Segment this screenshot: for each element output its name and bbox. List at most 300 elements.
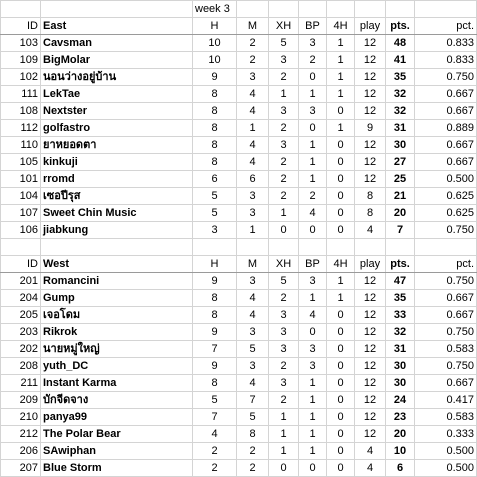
stat-pct[interactable]: 0.417	[415, 392, 477, 409]
stat-pct[interactable]: 0.833	[415, 35, 477, 52]
player-name[interactable]: kinkuji	[41, 154, 193, 171]
stat-bp[interactable]: 3	[299, 358, 327, 375]
stat-pct[interactable]: 0.889	[415, 120, 477, 137]
stat-bp[interactable]: 3	[299, 35, 327, 52]
stat-pct[interactable]: 0.667	[415, 86, 477, 103]
empty-cell[interactable]	[355, 1, 386, 18]
column-header-xh[interactable]: XH	[269, 256, 299, 273]
column-header-pct[interactable]: pct.	[415, 18, 477, 35]
stat-h4[interactable]: 0	[327, 358, 355, 375]
stat-h[interactable]: 8	[193, 137, 237, 154]
player-name[interactable]: เซอปีรุส	[41, 188, 193, 205]
stat-xh[interactable]: 3	[269, 307, 299, 324]
stat-h[interactable]: 8	[193, 154, 237, 171]
empty-cell[interactable]	[1, 239, 41, 256]
stat-pts[interactable]: 30	[386, 375, 415, 392]
stat-h4[interactable]: 0	[327, 341, 355, 358]
stat-play[interactable]: 12	[355, 171, 386, 188]
empty-cell[interactable]	[269, 1, 299, 18]
player-name[interactable]: ยาหยอดตา	[41, 137, 193, 154]
stat-play[interactable]: 12	[355, 290, 386, 307]
empty-cell[interactable]	[299, 239, 327, 256]
stat-play[interactable]: 12	[355, 35, 386, 52]
stat-h[interactable]: 6	[193, 171, 237, 188]
stat-pct[interactable]: 0.500	[415, 171, 477, 188]
stat-pts[interactable]: 7	[386, 222, 415, 239]
stat-play[interactable]: 12	[355, 324, 386, 341]
stat-pct[interactable]: 0.333	[415, 426, 477, 443]
player-id[interactable]: 103	[1, 35, 41, 52]
player-name[interactable]: บักจีดจาง	[41, 392, 193, 409]
stat-play[interactable]: 12	[355, 154, 386, 171]
stat-xh[interactable]: 2	[269, 358, 299, 375]
stat-bp[interactable]: 0	[299, 120, 327, 137]
stat-bp[interactable]: 3	[299, 103, 327, 120]
player-id[interactable]: 207	[1, 460, 41, 477]
stat-bp[interactable]: 0	[299, 324, 327, 341]
stat-bp[interactable]: 1	[299, 375, 327, 392]
stat-xh[interactable]: 3	[269, 137, 299, 154]
stat-bp[interactable]: 4	[299, 205, 327, 222]
table-row	[1, 171, 477, 188]
stat-pts[interactable]: 27	[386, 154, 415, 171]
table-row	[1, 154, 477, 171]
stat-play[interactable]: 12	[355, 137, 386, 154]
stat-m[interactable]: 2	[237, 35, 269, 52]
player-name[interactable]: นายหมู่ใหญ่	[41, 341, 193, 358]
stat-h4[interactable]: 1	[327, 52, 355, 69]
stat-xh[interactable]: 5	[269, 273, 299, 290]
player-name[interactable]: Sweet Chin Music	[41, 205, 193, 222]
stat-bp[interactable]: 2	[299, 52, 327, 69]
empty-cell[interactable]	[327, 1, 355, 18]
stat-pts[interactable]: 31	[386, 120, 415, 137]
stat-pct[interactable]: 0.667	[415, 103, 477, 120]
stat-pts[interactable]: 24	[386, 392, 415, 409]
column-header-id[interactable]: ID	[1, 256, 41, 273]
column-header-m[interactable]: M	[237, 256, 269, 273]
empty-cell[interactable]	[1, 1, 41, 18]
player-id[interactable]: 109	[1, 52, 41, 69]
player-id[interactable]: 212	[1, 426, 41, 443]
player-id[interactable]: 102	[1, 69, 41, 86]
stat-pts[interactable]: 30	[386, 137, 415, 154]
stat-bp[interactable]: 1	[299, 171, 327, 188]
player-id[interactable]: 106	[1, 222, 41, 239]
stat-h4[interactable]: 1	[327, 290, 355, 307]
empty-cell[interactable]	[415, 1, 477, 18]
stat-bp[interactable]: 3	[299, 341, 327, 358]
stat-pct[interactable]: 0.667	[415, 154, 477, 171]
table-row	[1, 290, 477, 307]
stat-play[interactable]: 12	[355, 375, 386, 392]
stat-pts[interactable]: 25	[386, 171, 415, 188]
stat-pts[interactable]: 47	[386, 273, 415, 290]
stat-h[interactable]: 8	[193, 86, 237, 103]
stat-play[interactable]: 12	[355, 103, 386, 120]
table-row	[1, 392, 477, 409]
table-row	[1, 35, 477, 52]
west-header-row	[1, 256, 477, 273]
stat-play[interactable]: 12	[355, 52, 386, 69]
stat-m[interactable]: 5	[237, 341, 269, 358]
stat-play[interactable]: 4	[355, 460, 386, 477]
column-header-pts[interactable]: pts.	[386, 18, 415, 35]
player-id[interactable]: 210	[1, 409, 41, 426]
stat-play[interactable]: 12	[355, 341, 386, 358]
stat-h[interactable]: 4	[193, 426, 237, 443]
stat-play[interactable]: 12	[355, 86, 386, 103]
stat-h4[interactable]: 1	[327, 35, 355, 52]
stat-h4[interactable]: 0	[327, 171, 355, 188]
stat-play[interactable]: 12	[355, 358, 386, 375]
empty-cell[interactable]	[327, 239, 355, 256]
player-name[interactable]: Cavsman	[41, 35, 193, 52]
stat-h4[interactable]: 1	[327, 86, 355, 103]
column-header-4h[interactable]: 4H	[327, 18, 355, 35]
stat-pts[interactable]: 31	[386, 341, 415, 358]
stat-xh[interactable]: 2	[269, 171, 299, 188]
empty-cell[interactable]	[415, 239, 477, 256]
stat-bp[interactable]: 1	[299, 392, 327, 409]
stat-bp[interactable]: 0	[299, 460, 327, 477]
stat-xh[interactable]: 3	[269, 341, 299, 358]
stat-m[interactable]: 4	[237, 154, 269, 171]
stat-xh[interactable]: 3	[269, 375, 299, 392]
empty-cell[interactable]	[193, 239, 237, 256]
stat-m[interactable]: 6	[237, 171, 269, 188]
stat-play[interactable]: 12	[355, 409, 386, 426]
week-row	[1, 1, 477, 18]
stat-h4[interactable]: 0	[327, 324, 355, 341]
player-id[interactable]: 111	[1, 86, 41, 103]
stat-h4[interactable]: 0	[327, 137, 355, 154]
stat-xh[interactable]: 5	[269, 35, 299, 52]
stat-h[interactable]: 9	[193, 324, 237, 341]
stat-xh[interactable]: 2	[269, 120, 299, 137]
stat-xh[interactable]: 1	[269, 426, 299, 443]
stat-pts[interactable]: 35	[386, 290, 415, 307]
stat-pct[interactable]: 0.625	[415, 205, 477, 222]
stat-h[interactable]: 7	[193, 341, 237, 358]
stat-m[interactable]: 3	[237, 205, 269, 222]
stat-xh[interactable]: 3	[269, 52, 299, 69]
player-id[interactable]: 201	[1, 273, 41, 290]
stat-h4[interactable]: 0	[327, 307, 355, 324]
stat-h[interactable]: 9	[193, 273, 237, 290]
stat-pts[interactable]: 32	[386, 324, 415, 341]
stat-m[interactable]: 4	[237, 290, 269, 307]
stat-bp[interactable]: 1	[299, 86, 327, 103]
stat-h[interactable]: 7	[193, 409, 237, 426]
stat-h4[interactable]: 0	[327, 375, 355, 392]
stat-m[interactable]: 4	[237, 86, 269, 103]
stat-bp[interactable]: 1	[299, 290, 327, 307]
empty-cell[interactable]	[237, 239, 269, 256]
stat-m[interactable]: 2	[237, 460, 269, 477]
stat-pts[interactable]: 35	[386, 69, 415, 86]
table-row	[1, 103, 477, 120]
stat-pct[interactable]: 0.750	[415, 324, 477, 341]
stat-pct[interactable]: 0.750	[415, 358, 477, 375]
player-id[interactable]: 205	[1, 307, 41, 324]
stat-xh[interactable]: 0	[269, 222, 299, 239]
player-id[interactable]: 104	[1, 188, 41, 205]
table-row	[1, 69, 477, 86]
stat-xh[interactable]: 3	[269, 103, 299, 120]
stat-m[interactable]: 1	[237, 120, 269, 137]
stat-h4[interactable]: 1	[327, 273, 355, 290]
empty-cell[interactable]	[299, 1, 327, 18]
player-name[interactable]: Blue Storm	[41, 460, 193, 477]
player-id[interactable]: 202	[1, 341, 41, 358]
player-id[interactable]: 101	[1, 171, 41, 188]
stat-m[interactable]: 5	[237, 409, 269, 426]
stat-play[interactable]: 4	[355, 443, 386, 460]
stat-bp[interactable]: 1	[299, 443, 327, 460]
stat-m[interactable]: 3	[237, 273, 269, 290]
stat-pct[interactable]: 0.667	[415, 290, 477, 307]
stat-h4[interactable]: 0	[327, 154, 355, 171]
player-name[interactable]: yuth_DC	[41, 358, 193, 375]
stat-pct[interactable]: 0.750	[415, 222, 477, 239]
player-name[interactable]: Instant Karma	[41, 375, 193, 392]
stat-m[interactable]: 4	[237, 137, 269, 154]
stat-xh[interactable]: 2	[269, 290, 299, 307]
player-name[interactable]: Gump	[41, 290, 193, 307]
player-id[interactable]: 208	[1, 358, 41, 375]
player-name[interactable]: นอนว่างอยู่บ้าน	[41, 69, 193, 86]
stat-pct[interactable]: 0.583	[415, 409, 477, 426]
empty-cell[interactable]	[355, 239, 386, 256]
stat-play[interactable]: 12	[355, 392, 386, 409]
stat-play[interactable]: 12	[355, 69, 386, 86]
sheet-body	[1, 1, 477, 477]
east-header-row	[1, 18, 477, 35]
stat-xh[interactable]: 2	[269, 188, 299, 205]
column-header-pct[interactable]: pct.	[415, 256, 477, 273]
column-header-bp[interactable]: BP	[299, 256, 327, 273]
stat-bp[interactable]: 1	[299, 137, 327, 154]
stat-bp[interactable]: 1	[299, 409, 327, 426]
empty-cell[interactable]	[386, 239, 415, 256]
stat-xh[interactable]: 2	[269, 69, 299, 86]
stat-h[interactable]: 10	[193, 52, 237, 69]
player-id[interactable]: 108	[1, 103, 41, 120]
stat-pct[interactable]: 0.667	[415, 137, 477, 154]
stat-pts[interactable]: 20	[386, 205, 415, 222]
column-header-id[interactable]: ID	[1, 18, 41, 35]
player-name[interactable]: golfastro	[41, 120, 193, 137]
column-header-h[interactable]: H	[193, 256, 237, 273]
empty-cell[interactable]	[237, 1, 269, 18]
stat-h[interactable]: 3	[193, 222, 237, 239]
column-header-h[interactable]: H	[193, 18, 237, 35]
column-header-m[interactable]: M	[237, 18, 269, 35]
stat-h4[interactable]: 0	[327, 409, 355, 426]
table-row	[1, 188, 477, 205]
stat-pts[interactable]: 32	[386, 86, 415, 103]
table-row	[1, 426, 477, 443]
stat-h[interactable]: 8	[193, 103, 237, 120]
week-label[interactable]: week 3	[193, 1, 237, 18]
player-id[interactable]: 203	[1, 324, 41, 341]
table-row	[1, 137, 477, 154]
stat-m[interactable]: 7	[237, 392, 269, 409]
stat-h[interactable]: 8	[193, 307, 237, 324]
player-id[interactable]: 107	[1, 205, 41, 222]
empty-cell[interactable]	[386, 1, 415, 18]
stat-pct[interactable]: 0.625	[415, 188, 477, 205]
player-name[interactable]: SAwiphan	[41, 443, 193, 460]
column-header-bp[interactable]: BP	[299, 18, 327, 35]
empty-cell[interactable]	[41, 239, 193, 256]
stat-pct[interactable]: 0.750	[415, 273, 477, 290]
player-id[interactable]: 211	[1, 375, 41, 392]
stat-play[interactable]: 12	[355, 273, 386, 290]
stat-play[interactable]: 12	[355, 307, 386, 324]
stat-xh[interactable]: 2	[269, 154, 299, 171]
stat-m[interactable]: 1	[237, 222, 269, 239]
stat-m[interactable]: 2	[237, 52, 269, 69]
stat-h4[interactable]: 0	[327, 392, 355, 409]
east-division-title[interactable]: East	[41, 18, 193, 35]
stat-bp[interactable]: 4	[299, 307, 327, 324]
stat-play[interactable]: 4	[355, 222, 386, 239]
stat-pct[interactable]: 0.833	[415, 52, 477, 69]
stat-h[interactable]: 9	[193, 358, 237, 375]
blank-row	[1, 239, 477, 256]
column-header-play[interactable]: play	[355, 18, 386, 35]
column-header-play[interactable]: play	[355, 256, 386, 273]
stat-h4[interactable]: 0	[327, 443, 355, 460]
player-id[interactable]: 112	[1, 120, 41, 137]
stat-h4[interactable]: 1	[327, 69, 355, 86]
player-id[interactable]: 110	[1, 137, 41, 154]
player-name[interactable]: panya99	[41, 409, 193, 426]
player-name[interactable]: BigMolar	[41, 52, 193, 69]
stat-h[interactable]: 10	[193, 35, 237, 52]
stat-h4[interactable]: 0	[327, 188, 355, 205]
player-name[interactable]: The Polar Bear	[41, 426, 193, 443]
table-row	[1, 52, 477, 69]
stat-pts[interactable]: 6	[386, 460, 415, 477]
stat-h4[interactable]: 1	[327, 120, 355, 137]
stat-pct[interactable]: 0.667	[415, 375, 477, 392]
player-name[interactable]: Nextster	[41, 103, 193, 120]
stat-pct[interactable]: 0.500	[415, 460, 477, 477]
stat-pts[interactable]: 23	[386, 409, 415, 426]
stat-h4[interactable]: 0	[327, 460, 355, 477]
player-name[interactable]: Romancini	[41, 273, 193, 290]
table-row	[1, 443, 477, 460]
stat-pts[interactable]: 20	[386, 426, 415, 443]
stat-m[interactable]: 3	[237, 358, 269, 375]
player-name[interactable]: jiabkung	[41, 222, 193, 239]
column-header-4h[interactable]: 4H	[327, 256, 355, 273]
stat-bp[interactable]: 3	[299, 273, 327, 290]
stat-h[interactable]: 2	[193, 443, 237, 460]
empty-cell[interactable]	[269, 239, 299, 256]
stat-xh[interactable]: 0	[269, 460, 299, 477]
stat-pts[interactable]: 21	[386, 188, 415, 205]
stat-pts[interactable]: 32	[386, 103, 415, 120]
column-header-xh[interactable]: XH	[269, 18, 299, 35]
stat-pts[interactable]: 30	[386, 358, 415, 375]
stat-play[interactable]: 8	[355, 205, 386, 222]
west-division-title[interactable]: West	[41, 256, 193, 273]
player-name[interactable]: Rikrok	[41, 324, 193, 341]
player-id[interactable]: 209	[1, 392, 41, 409]
stat-m[interactable]: 8	[237, 426, 269, 443]
stat-xh[interactable]: 1	[269, 409, 299, 426]
stat-h[interactable]: 8	[193, 120, 237, 137]
stat-pts[interactable]: 41	[386, 52, 415, 69]
stat-h4[interactable]: 0	[327, 222, 355, 239]
stat-m[interactable]: 3	[237, 69, 269, 86]
stat-play[interactable]: 8	[355, 188, 386, 205]
stat-play[interactable]: 9	[355, 120, 386, 137]
stat-xh[interactable]: 1	[269, 86, 299, 103]
stat-xh[interactable]: 2	[269, 392, 299, 409]
stat-bp[interactable]: 0	[299, 69, 327, 86]
stat-m[interactable]: 4	[237, 307, 269, 324]
stat-bp[interactable]: 0	[299, 222, 327, 239]
player-id[interactable]: 204	[1, 290, 41, 307]
player-id[interactable]: 206	[1, 443, 41, 460]
stat-m[interactable]: 4	[237, 375, 269, 392]
player-name[interactable]: LekTae	[41, 86, 193, 103]
stat-pct[interactable]: 0.500	[415, 443, 477, 460]
column-header-pts[interactable]: pts.	[386, 256, 415, 273]
stat-pts[interactable]: 10	[386, 443, 415, 460]
table-row	[1, 307, 477, 324]
stat-xh[interactable]: 1	[269, 205, 299, 222]
player-name[interactable]: เจอโดม	[41, 307, 193, 324]
stat-h[interactable]: 9	[193, 69, 237, 86]
player-name[interactable]: rromd	[41, 171, 193, 188]
stat-h[interactable]: 5	[193, 188, 237, 205]
stat-h[interactable]: 8	[193, 375, 237, 392]
stat-pts[interactable]: 48	[386, 35, 415, 52]
stat-h[interactable]: 8	[193, 290, 237, 307]
stat-h4[interactable]: 0	[327, 205, 355, 222]
player-id[interactable]: 105	[1, 154, 41, 171]
stat-pct[interactable]: 0.667	[415, 307, 477, 324]
stat-pts[interactable]: 33	[386, 307, 415, 324]
stat-m[interactable]: 3	[237, 324, 269, 341]
stat-m[interactable]: 3	[237, 188, 269, 205]
stat-xh[interactable]: 3	[269, 324, 299, 341]
stat-h[interactable]: 5	[193, 205, 237, 222]
stat-bp[interactable]: 1	[299, 154, 327, 171]
stat-pct[interactable]: 0.583	[415, 341, 477, 358]
stat-bp[interactable]: 1	[299, 426, 327, 443]
table-row	[1, 409, 477, 426]
stat-h[interactable]: 5	[193, 392, 237, 409]
stat-pct[interactable]: 0.750	[415, 69, 477, 86]
stat-h[interactable]: 2	[193, 460, 237, 477]
stat-m[interactable]: 4	[237, 103, 269, 120]
stat-h4[interactable]: 0	[327, 103, 355, 120]
stat-h4[interactable]: 0	[327, 426, 355, 443]
stat-xh[interactable]: 1	[269, 443, 299, 460]
stat-play[interactable]: 12	[355, 426, 386, 443]
stat-m[interactable]: 2	[237, 443, 269, 460]
stat-bp[interactable]: 2	[299, 188, 327, 205]
empty-cell[interactable]	[41, 1, 193, 18]
table-row	[1, 120, 477, 137]
